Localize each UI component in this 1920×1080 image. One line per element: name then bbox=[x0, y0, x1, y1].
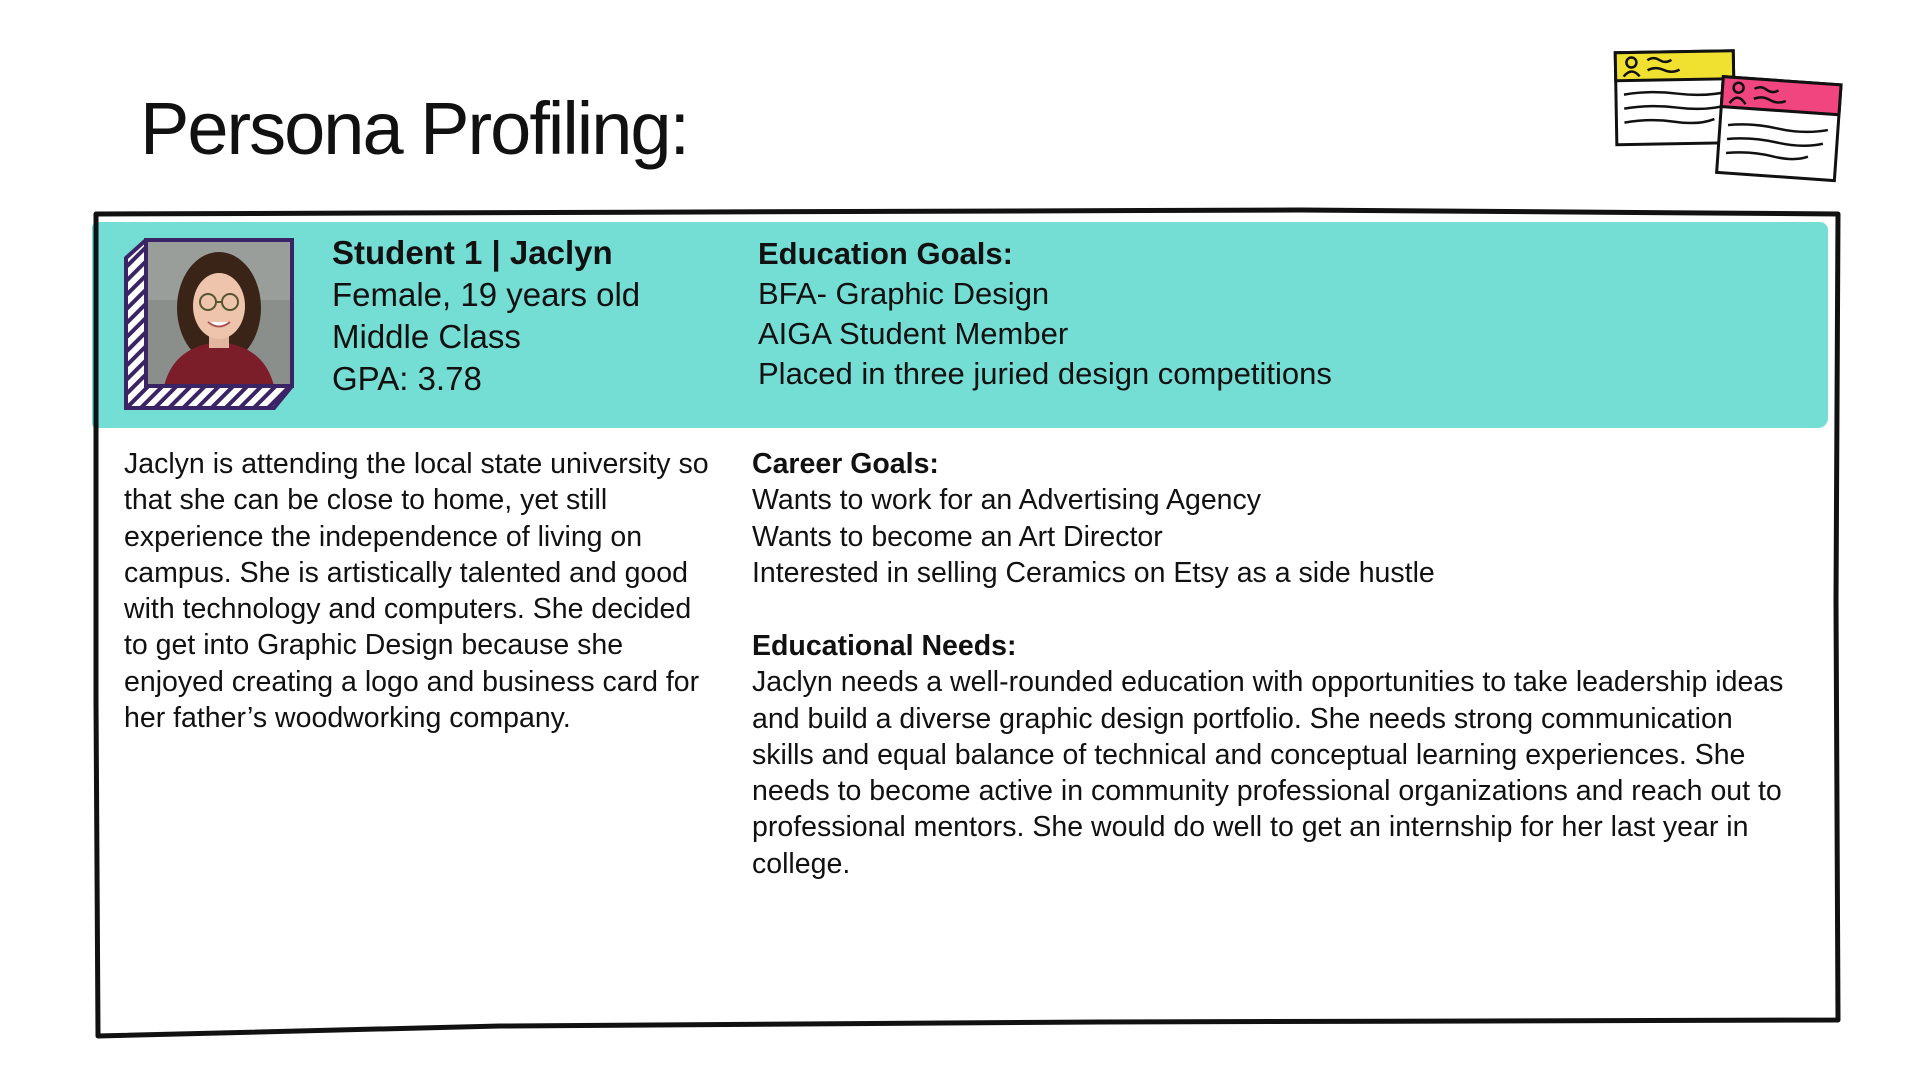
education-goal-item: AIGA Student Member bbox=[758, 316, 1069, 351]
educational-needs bbox=[752, 628, 1792, 882]
persona-gender-age: Female, 19 years old bbox=[332, 276, 641, 313]
persona-name: Student 1 | Jaclyn bbox=[332, 234, 613, 271]
career-goals bbox=[752, 446, 1435, 591]
education-goal-item: BFA- Graphic Design bbox=[758, 276, 1050, 311]
career-goal-item: Wants to work for an Advertising Agency bbox=[752, 484, 1262, 517]
career-goals-heading: Career Goals: bbox=[752, 448, 939, 480]
persona-summary: Jaclyn is attending the local state university so that she can be close to home, yet still experience the independence of living on campus. She is artistically talented and good with technology and computers. She decided to get into Graphic Design because she enjoyed creating a logo and business card for her father’s woodworking company. bbox=[124, 448, 709, 735]
persona-info bbox=[332, 232, 640, 400]
persona-gpa: GPA: 3.78 bbox=[332, 360, 482, 397]
education-goals bbox=[758, 234, 1332, 394]
career-goal-item: Wants to become an Art Director bbox=[752, 520, 1163, 553]
education-goal-item: Placed in three juried design competitions bbox=[758, 356, 1332, 391]
persona-photo bbox=[124, 238, 294, 410]
profile-cards-icon bbox=[1610, 46, 1870, 196]
education-goals-heading: Education Goals: bbox=[758, 236, 1013, 271]
educational-needs-heading: Educational Needs: bbox=[752, 630, 1017, 662]
persona-class: Middle Class bbox=[332, 318, 521, 355]
educational-needs-text: Jaclyn needs a well-rounded education with opportunities to take leadership ideas and build a diverse graphic design portfolio. She needs strong communication skills and equal balance of technical and conceptual learning experiences. She needs to become active in community professional organizations and reach out to professional mentors. She would do well to get an internship for her last year in college. bbox=[752, 666, 1784, 880]
career-goal-item: Interested in selling Ceramics on Etsy as a side hustle bbox=[752, 556, 1435, 589]
page-title: Persona Profiling: bbox=[140, 87, 689, 170]
